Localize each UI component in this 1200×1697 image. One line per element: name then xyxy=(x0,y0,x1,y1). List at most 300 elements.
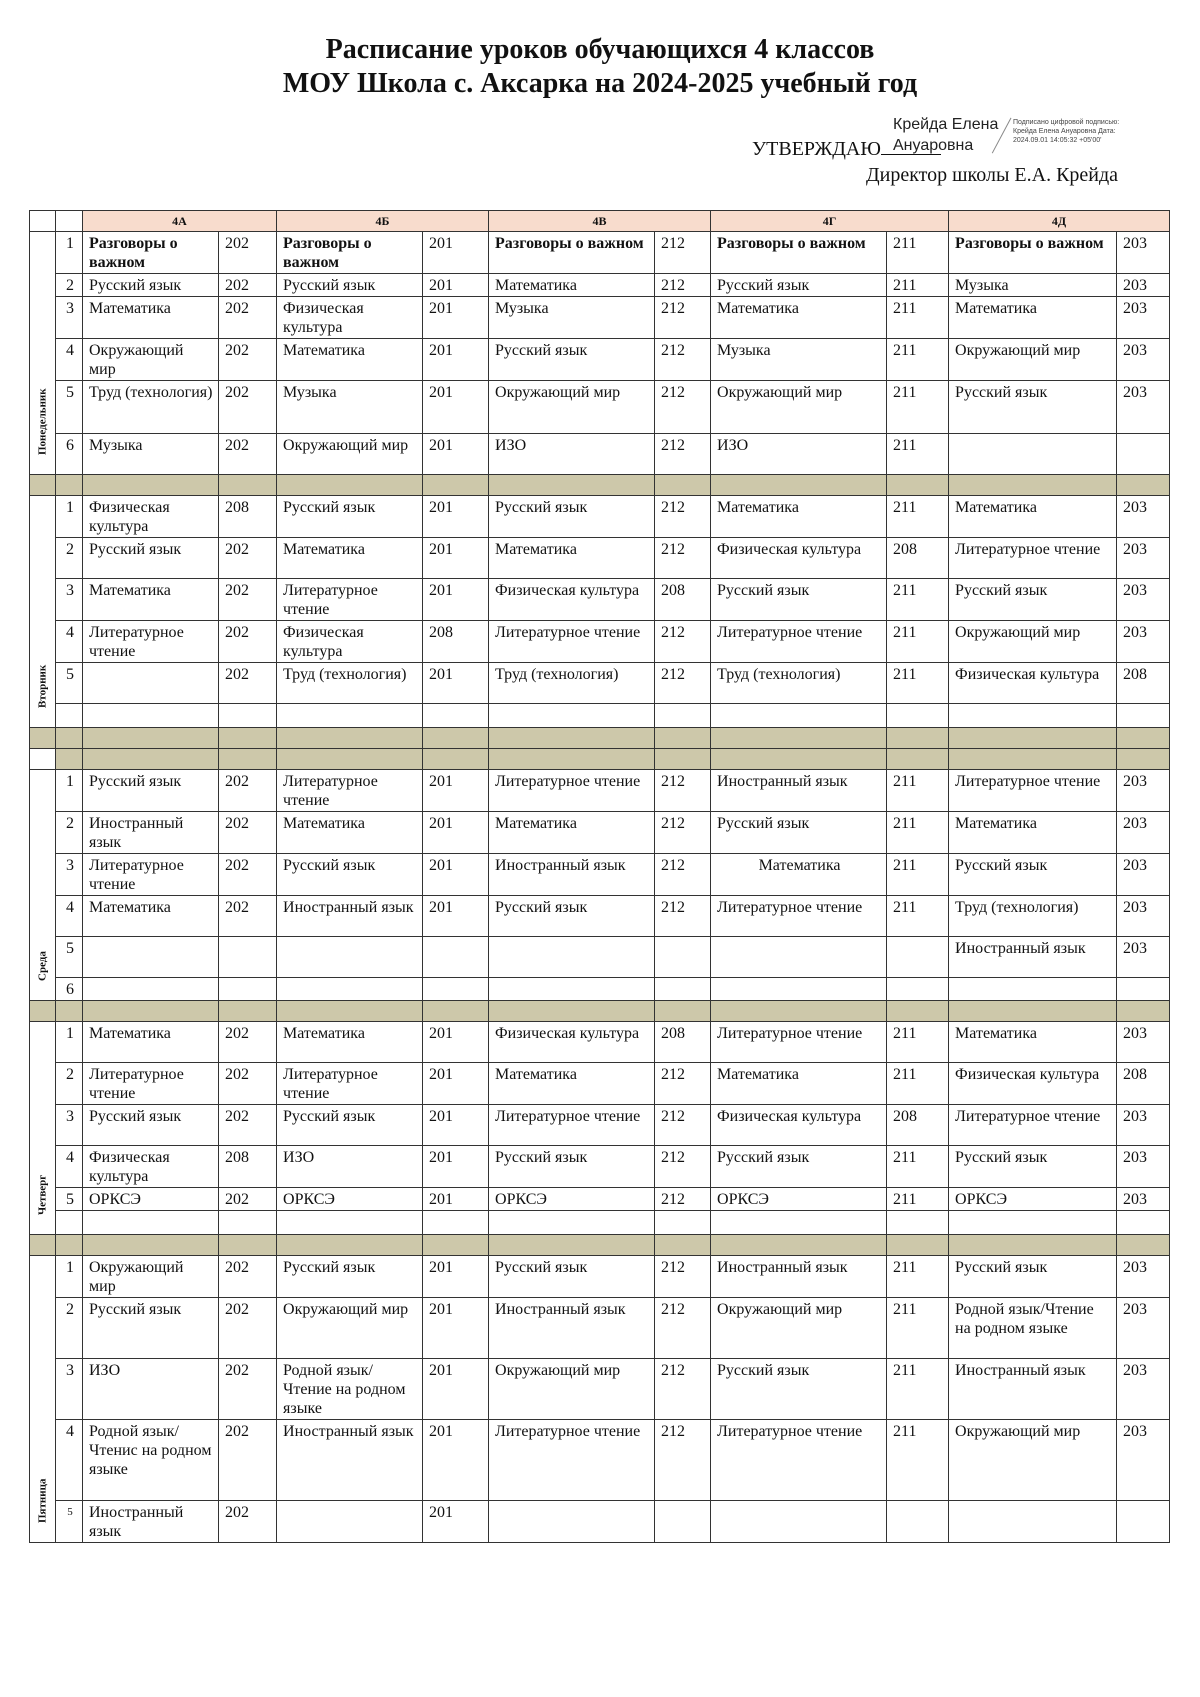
subject-cell: Русский язык xyxy=(489,339,655,381)
subject-cell: Литературное чтение xyxy=(949,538,1117,579)
subject-cell: ОРКСЭ xyxy=(949,1188,1117,1211)
subject-cell: Окружающий мир xyxy=(83,1256,219,1298)
room-cell: 203 xyxy=(1117,381,1170,434)
room-cell xyxy=(655,978,711,1001)
room-cell: 201 xyxy=(423,381,489,434)
room-cell: 203 xyxy=(1117,1105,1170,1146)
subject-cell xyxy=(83,663,219,704)
empty-cell xyxy=(711,704,887,728)
room-cell: 211 xyxy=(887,1188,949,1211)
signature-name: Крейда Елена Ануаровна xyxy=(893,116,999,154)
subject-cell: Родной язык/Чтение на родном языке xyxy=(277,1359,423,1420)
room-cell: 208 xyxy=(655,579,711,621)
separator-cell xyxy=(83,728,219,749)
room-cell: 203 xyxy=(1117,854,1170,896)
room-cell: 212 xyxy=(655,1105,711,1146)
subject-cell: Математика xyxy=(949,812,1117,854)
empty-cell xyxy=(489,704,655,728)
room-cell: 202 xyxy=(219,1501,277,1543)
subject-cell: Окружающий мир xyxy=(949,621,1117,663)
room-cell: 202 xyxy=(219,1359,277,1420)
room-cell: 212 xyxy=(655,1063,711,1105)
class-header: 4Г xyxy=(711,211,949,232)
room-cell: 212 xyxy=(655,854,711,896)
room-cell: 203 xyxy=(1117,274,1170,297)
room-cell: 208 xyxy=(887,538,949,579)
subject-cell: Родной язык/Чтение на родном языке xyxy=(949,1298,1117,1359)
subject-cell: Иностранный язык xyxy=(949,1359,1117,1420)
subject-cell: Математика xyxy=(83,297,219,339)
subject-cell: Физическая культура xyxy=(489,579,655,621)
table-row xyxy=(30,339,1170,381)
table-row xyxy=(30,1063,1170,1105)
subject-cell: Русский язык xyxy=(83,770,219,812)
separator-cell xyxy=(30,1235,56,1256)
subject-cell: Иностранный язык xyxy=(711,1256,887,1298)
room-cell xyxy=(887,1501,949,1543)
lesson-number: 1 xyxy=(56,770,83,812)
table-row xyxy=(30,937,1170,978)
room-cell: 211 xyxy=(887,770,949,812)
table-row xyxy=(30,232,1170,274)
lesson-number: 3 xyxy=(56,297,83,339)
room-cell: 201 xyxy=(423,1063,489,1105)
room-cell xyxy=(1117,434,1170,475)
separator-cell xyxy=(219,1235,277,1256)
subject-cell: Математика xyxy=(489,812,655,854)
separator-cell xyxy=(277,728,423,749)
room-cell: 202 xyxy=(219,1063,277,1105)
room-cell: 202 xyxy=(219,770,277,812)
subject-cell: Русский язык xyxy=(489,1146,655,1188)
table-row xyxy=(30,434,1170,475)
class-header: 4А xyxy=(83,211,277,232)
room-cell: 201 xyxy=(423,339,489,381)
lesson-number: 1 xyxy=(56,1022,83,1063)
separator-cell xyxy=(56,475,83,496)
table-row xyxy=(30,854,1170,896)
subject-cell: Музыка xyxy=(949,274,1117,297)
day-separator xyxy=(30,1235,1170,1256)
subject-cell: ОРКСЭ xyxy=(489,1188,655,1211)
room-cell: 211 xyxy=(887,434,949,475)
subject-cell: ОРКСЭ xyxy=(711,1188,887,1211)
table-row xyxy=(30,579,1170,621)
table-row xyxy=(30,1211,1170,1235)
room-cell: 208 xyxy=(219,1146,277,1188)
room-cell: 211 xyxy=(887,1022,949,1063)
lesson-number: 5 xyxy=(56,1501,83,1543)
room-cell: 203 xyxy=(1117,232,1170,274)
room-cell: 201 xyxy=(423,1256,489,1298)
separator-cell xyxy=(30,475,56,496)
empty-cell xyxy=(56,1211,83,1235)
room-cell: 201 xyxy=(423,1359,489,1420)
room-cell: 212 xyxy=(655,339,711,381)
subject-cell: Музыка xyxy=(83,434,219,475)
separator-cell xyxy=(83,475,219,496)
subject-cell: Труд (технология) xyxy=(277,663,423,704)
lesson-number: 4 xyxy=(56,1146,83,1188)
room-cell: 201 xyxy=(423,854,489,896)
room-cell: 211 xyxy=(887,812,949,854)
room-cell: 203 xyxy=(1117,579,1170,621)
subject-cell: Литературное чтение xyxy=(711,621,887,663)
subject-cell xyxy=(949,434,1117,475)
subject-cell: Математика xyxy=(277,812,423,854)
separator-cell xyxy=(423,475,489,496)
subject-cell xyxy=(711,937,887,978)
lesson-number: 1 xyxy=(56,1256,83,1298)
separator-cell xyxy=(423,749,489,770)
room-cell: 202 xyxy=(219,1420,277,1501)
lesson-number: 2 xyxy=(56,1298,83,1359)
room-cell: 211 xyxy=(887,381,949,434)
room-cell: 201 xyxy=(423,1501,489,1543)
subject-cell: Труд (технология) xyxy=(489,663,655,704)
room-cell: 211 xyxy=(887,297,949,339)
day-name: Понедельник xyxy=(36,388,48,455)
day-label-cell xyxy=(30,1256,56,1543)
room-cell: 203 xyxy=(1117,1298,1170,1359)
room-cell: 202 xyxy=(219,579,277,621)
separator-cell xyxy=(949,1001,1117,1022)
room-cell: 203 xyxy=(1117,621,1170,663)
table-row xyxy=(30,496,1170,538)
subject-cell: Физическая культура xyxy=(711,538,887,579)
subject-cell: Русский язык xyxy=(949,1256,1117,1298)
lesson-number: 5 xyxy=(56,1188,83,1211)
subject-cell: Литературное чтение xyxy=(949,1105,1117,1146)
day-separator xyxy=(30,728,1170,749)
separator-cell xyxy=(655,749,711,770)
room-cell: 201 xyxy=(423,1105,489,1146)
subject-cell: Математика xyxy=(949,496,1117,538)
room-cell: 201 xyxy=(423,434,489,475)
room-cell: 201 xyxy=(423,812,489,854)
subject-cell xyxy=(711,1501,887,1543)
subject-cell: Русский язык xyxy=(949,381,1117,434)
subject-cell xyxy=(489,1501,655,1543)
room-cell: 212 xyxy=(655,274,711,297)
subject-cell: Литературное чтение xyxy=(489,1420,655,1501)
subject-cell: Русский язык xyxy=(489,496,655,538)
subject-cell: Русский язык xyxy=(83,1298,219,1359)
subject-cell: Окружающий мир xyxy=(711,1298,887,1359)
day-label-cell xyxy=(30,1022,56,1235)
subject-cell: Иностранный язык xyxy=(711,770,887,812)
room-cell: 203 xyxy=(1117,1146,1170,1188)
signature-line xyxy=(881,154,941,155)
room-cell: 202 xyxy=(219,232,277,274)
day-name: Среда xyxy=(36,951,48,981)
separator-cell xyxy=(489,749,655,770)
subject-cell: Русский язык xyxy=(277,854,423,896)
subject-cell: Русский язык xyxy=(949,1146,1117,1188)
separator-cell xyxy=(277,1001,423,1022)
subject-cell: ИЗО xyxy=(711,434,887,475)
subject-cell: Окружающий мир xyxy=(949,339,1117,381)
separator-cell xyxy=(949,728,1117,749)
approval-label: УТВЕРЖДАЮ xyxy=(752,138,881,160)
separator-cell xyxy=(711,749,887,770)
subject-cell: Русский язык xyxy=(711,274,887,297)
room-cell: 201 xyxy=(423,297,489,339)
lesson-number: 2 xyxy=(56,812,83,854)
subject-cell: Русский язык xyxy=(489,896,655,937)
subject-cell xyxy=(277,978,423,1001)
lesson-number: 5 xyxy=(56,663,83,704)
empty-cell xyxy=(1117,704,1170,728)
separator-cell xyxy=(655,1235,711,1256)
subject-cell: Музыка xyxy=(711,339,887,381)
table-row xyxy=(30,1188,1170,1211)
subject-cell: Окружающий мир xyxy=(949,1420,1117,1501)
room-cell: 211 xyxy=(887,663,949,704)
subject-cell: Иностранный язык xyxy=(949,937,1117,978)
room-cell: 202 xyxy=(219,812,277,854)
subject-cell: Русский язык xyxy=(83,1105,219,1146)
room-cell: 202 xyxy=(219,1022,277,1063)
subject-cell: Разговоры о важном xyxy=(949,232,1117,274)
empty-cell xyxy=(83,704,219,728)
subject-cell: Математика xyxy=(711,496,887,538)
header-corner xyxy=(56,211,83,232)
room-cell: 201 xyxy=(423,1188,489,1211)
lesson-number: 3 xyxy=(56,1359,83,1420)
day-name: Четверг xyxy=(36,1174,48,1215)
room-cell: 202 xyxy=(219,339,277,381)
subject-cell: ИЗО xyxy=(489,434,655,475)
subject-cell: Математика xyxy=(83,896,219,937)
room-cell: 208 xyxy=(1117,1063,1170,1105)
table-row xyxy=(30,1501,1170,1543)
lesson-number: 3 xyxy=(56,854,83,896)
separator-cell xyxy=(1117,749,1170,770)
subject-cell: ОРКСЭ xyxy=(277,1188,423,1211)
subject-cell: Русский язык xyxy=(83,274,219,297)
subject-cell: Литературное чтение xyxy=(277,1063,423,1105)
room-cell: 201 xyxy=(423,770,489,812)
separator-cell xyxy=(949,475,1117,496)
subject-cell: Литературное чтение xyxy=(711,1022,887,1063)
table-row xyxy=(30,1359,1170,1420)
subject-cell: Литературное чтение xyxy=(949,770,1117,812)
separator-cell xyxy=(655,728,711,749)
room-cell: 212 xyxy=(655,812,711,854)
table-row xyxy=(30,770,1170,812)
separator-cell xyxy=(30,1001,56,1022)
separator-cell xyxy=(711,1001,887,1022)
room-cell: 203 xyxy=(1117,297,1170,339)
subject-cell: Иностранный язык xyxy=(489,1298,655,1359)
subject-cell xyxy=(489,978,655,1001)
separator-cell xyxy=(489,475,655,496)
page-subtitle: МОУ Школа с. Аксарка на 2024-2025 учебный год xyxy=(282,68,918,99)
subject-cell: Иностранный язык xyxy=(83,1501,219,1543)
room-cell: 202 xyxy=(219,1105,277,1146)
subject-cell: Окружающий мир xyxy=(489,381,655,434)
subject-cell: Математика xyxy=(83,579,219,621)
class-header: 4В xyxy=(489,211,711,232)
subject-cell: Математика xyxy=(949,1022,1117,1063)
lesson-number: 4 xyxy=(56,621,83,663)
separator-cell xyxy=(423,1001,489,1022)
room-cell: 211 xyxy=(887,1298,949,1359)
signature-meta: Подписано цифровой подписью: Крейда Елена Ануаровна Дата: 2024.09.01 14:05:32 +05'00' xyxy=(1013,119,1120,144)
subject-cell: ИЗО xyxy=(277,1146,423,1188)
empty-cell xyxy=(56,704,83,728)
room-cell: 203 xyxy=(1117,538,1170,579)
room-cell: 212 xyxy=(655,1420,711,1501)
subject-cell: Физическая культура xyxy=(277,297,423,339)
table-row xyxy=(30,1146,1170,1188)
room-cell: 202 xyxy=(219,854,277,896)
room-cell: 201 xyxy=(423,1298,489,1359)
room-cell: 211 xyxy=(887,579,949,621)
room-cell: 202 xyxy=(219,274,277,297)
room-cell: 203 xyxy=(1117,937,1170,978)
room-cell: 202 xyxy=(219,1188,277,1211)
room-cell: 203 xyxy=(1117,1359,1170,1420)
empty-cell xyxy=(83,1211,219,1235)
room-cell: 202 xyxy=(219,538,277,579)
subject-cell: Музыка xyxy=(277,381,423,434)
subject-cell: Русский язык xyxy=(711,579,887,621)
separator-cell xyxy=(56,1001,83,1022)
subject-cell: Разговоры о важном xyxy=(711,232,887,274)
separator-cell xyxy=(489,1235,655,1256)
room-cell: 208 xyxy=(655,1022,711,1063)
separator-cell xyxy=(711,728,887,749)
table-row xyxy=(30,1420,1170,1501)
subject-cell: Математика xyxy=(277,339,423,381)
separator-cell xyxy=(887,1235,949,1256)
subject-cell: Русский язык xyxy=(83,538,219,579)
separator-cell xyxy=(30,749,56,770)
subject-cell: Русский язык xyxy=(949,579,1117,621)
subject-cell: Разговоры о важном xyxy=(277,232,423,274)
page-title: Расписание уроков обучающихся 4 классов xyxy=(325,34,875,65)
subject-cell: Иностранный язык xyxy=(489,854,655,896)
room-cell: 202 xyxy=(219,297,277,339)
lesson-number: 6 xyxy=(56,978,83,1001)
lesson-number: 2 xyxy=(56,274,83,297)
subject-cell xyxy=(949,1501,1117,1543)
header-corner xyxy=(30,211,56,232)
room-cell: 212 xyxy=(655,1298,711,1359)
empty-cell xyxy=(655,704,711,728)
subject-cell: Литературное чтение xyxy=(489,1105,655,1146)
subject-cell xyxy=(711,978,887,1001)
empty-cell xyxy=(887,1211,949,1235)
room-cell: 202 xyxy=(219,896,277,937)
room-cell: 212 xyxy=(655,297,711,339)
empty-cell xyxy=(277,704,423,728)
subject-cell: Математика xyxy=(711,297,887,339)
day-separator xyxy=(30,475,1170,496)
subject-cell: Литературное чтение xyxy=(489,770,655,812)
separator-cell xyxy=(655,1001,711,1022)
empty-cell xyxy=(423,704,489,728)
lesson-number: 2 xyxy=(56,1063,83,1105)
room-cell: 211 xyxy=(887,1359,949,1420)
empty-cell xyxy=(277,1211,423,1235)
subject-cell: Русский язык xyxy=(711,1146,887,1188)
separator-cell xyxy=(949,1235,1117,1256)
separator-cell xyxy=(30,728,56,749)
subject-cell: Русский язык xyxy=(277,1256,423,1298)
subject-cell: Окружающий мир xyxy=(277,1298,423,1359)
room-cell: 211 xyxy=(887,1420,949,1501)
lesson-number: 1 xyxy=(56,496,83,538)
separator-cell xyxy=(1117,1235,1170,1256)
separator-cell xyxy=(489,728,655,749)
empty-cell xyxy=(219,704,277,728)
room-cell: 212 xyxy=(655,538,711,579)
subject-cell: Математика xyxy=(711,1063,887,1105)
room-cell: 212 xyxy=(655,232,711,274)
room-cell: 203 xyxy=(1117,896,1170,937)
subject-cell: Математика xyxy=(949,297,1117,339)
room-cell: 212 xyxy=(655,896,711,937)
room-cell: 212 xyxy=(655,1256,711,1298)
subject-cell: Математика xyxy=(489,538,655,579)
room-cell: 211 xyxy=(887,339,949,381)
room-cell: 203 xyxy=(1117,1420,1170,1501)
empty-cell xyxy=(949,1211,1117,1235)
separator-cell xyxy=(949,749,1117,770)
room-cell xyxy=(1117,978,1170,1001)
subject-cell: ИЗО xyxy=(83,1359,219,1420)
table-row xyxy=(30,663,1170,704)
subject-cell: Литературное чтение xyxy=(711,1420,887,1501)
subject-cell xyxy=(277,1501,423,1543)
subject-cell: Литературное чтение xyxy=(83,1063,219,1105)
separator-cell xyxy=(219,1001,277,1022)
separator-cell xyxy=(711,475,887,496)
subject-cell xyxy=(489,937,655,978)
separator-cell xyxy=(83,1235,219,1256)
table-row xyxy=(30,1256,1170,1298)
subject-cell: Русский язык xyxy=(277,496,423,538)
subject-cell: Русский язык xyxy=(489,1256,655,1298)
room-cell: 208 xyxy=(1117,663,1170,704)
subject-cell: Окружающий мир xyxy=(489,1359,655,1420)
room-cell: 203 xyxy=(1117,496,1170,538)
table-row xyxy=(30,1022,1170,1063)
lesson-number: 6 xyxy=(56,434,83,475)
director-name: Директор школы Е.А. Крейда xyxy=(866,164,1119,186)
separator-cell xyxy=(489,1001,655,1022)
room-cell xyxy=(423,978,489,1001)
separator-cell xyxy=(219,728,277,749)
empty-cell xyxy=(489,1211,655,1235)
table-row xyxy=(30,538,1170,579)
separator-cell xyxy=(887,728,949,749)
subject-cell: Окружающий мир xyxy=(83,339,219,381)
lesson-number: 3 xyxy=(56,579,83,621)
subject-cell: Иностранный язык xyxy=(277,1420,423,1501)
subject-cell: Физическая культура xyxy=(711,1105,887,1146)
room-cell: 201 xyxy=(423,274,489,297)
subject-cell: Русский язык xyxy=(949,854,1117,896)
subject-cell: Физическая культура xyxy=(949,1063,1117,1105)
room-cell xyxy=(655,937,711,978)
subject-cell: Математика xyxy=(489,1063,655,1105)
subject-cell: Окружающий мир xyxy=(277,434,423,475)
subject-cell: Труд (технология) xyxy=(949,896,1117,937)
